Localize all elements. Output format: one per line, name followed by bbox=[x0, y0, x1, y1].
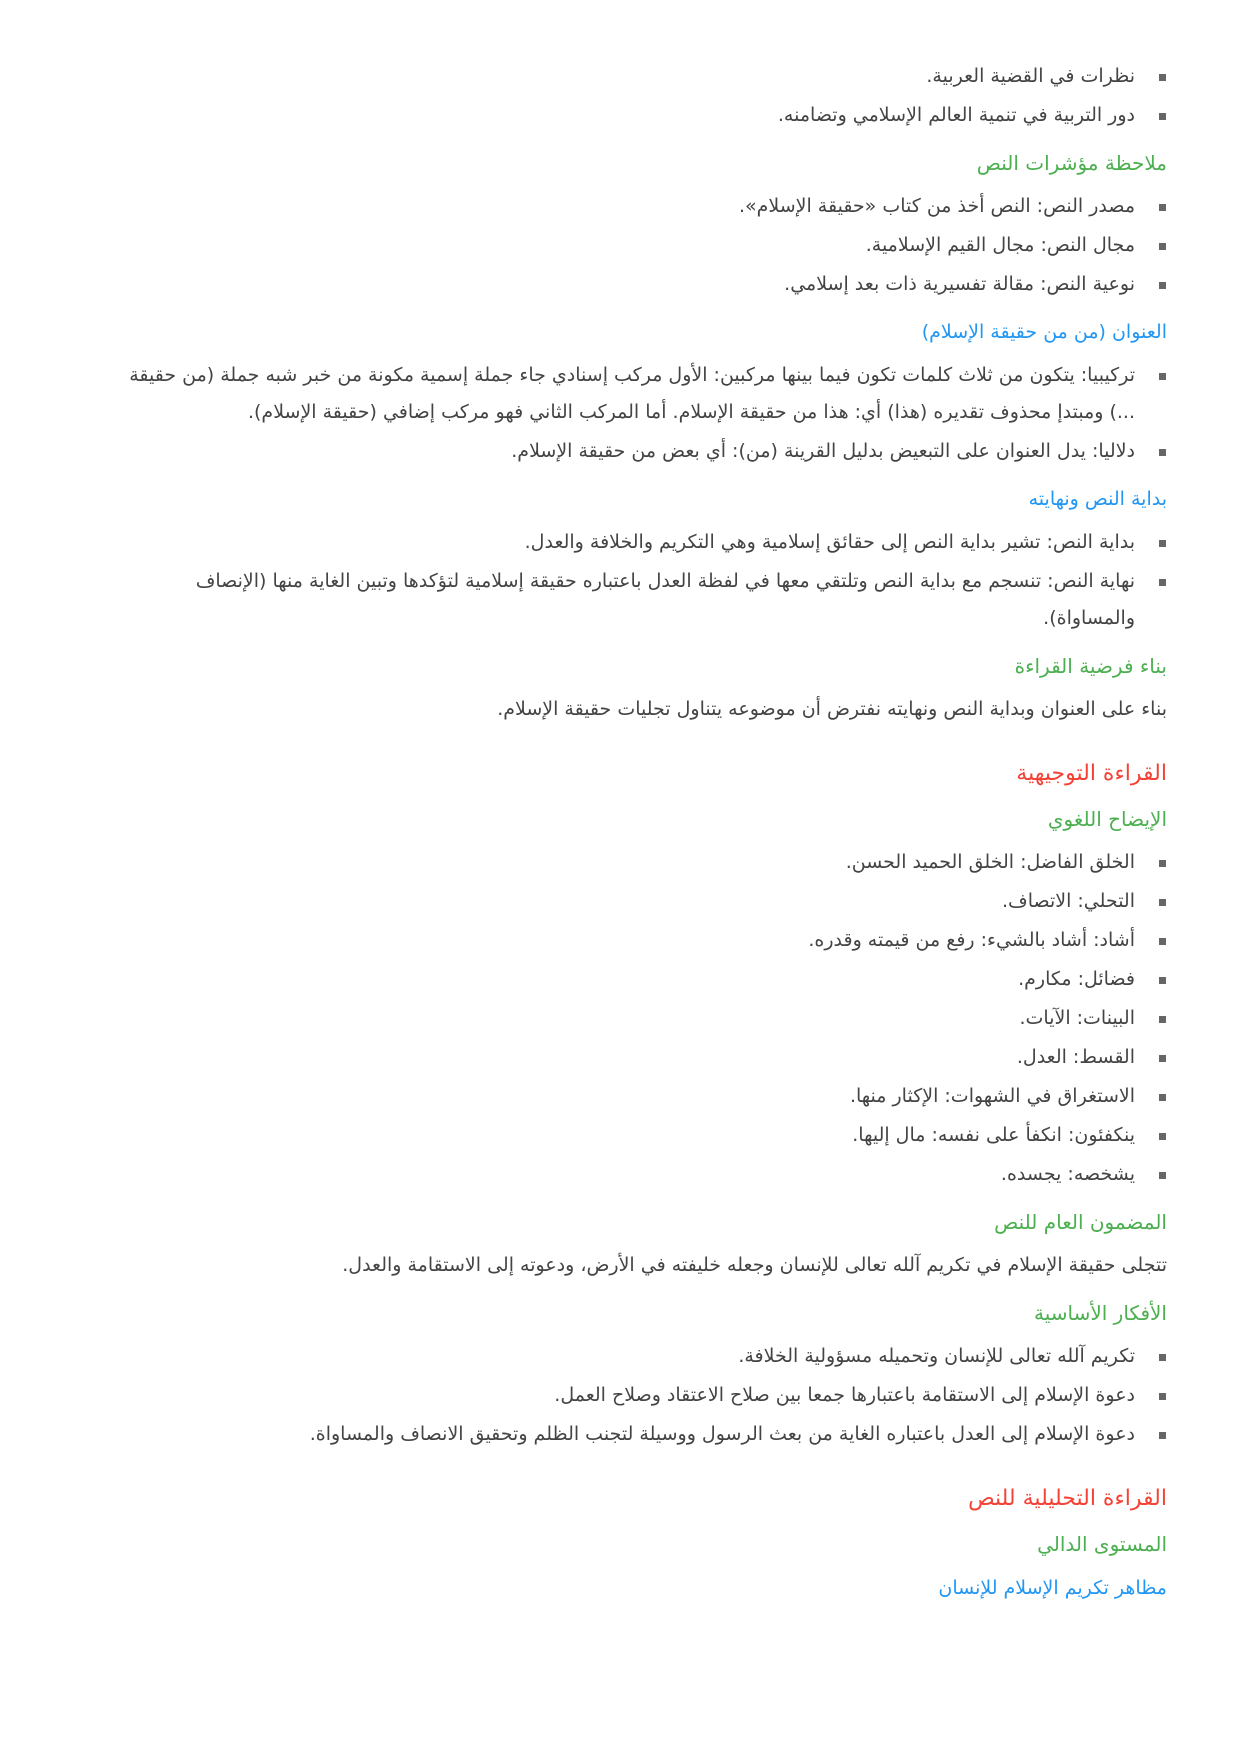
list-item: فضائل: مكارم. bbox=[115, 961, 1167, 998]
vocabulary-list bbox=[115, 844, 1167, 1193]
list-item: نوعية النص: مقالة تفسيرية ذات بعد إسلامي. bbox=[115, 266, 1167, 303]
list-item: ينكفئون: انكفأ على نفسه: مال إليها. bbox=[115, 1117, 1167, 1154]
start-end-list bbox=[115, 524, 1167, 637]
subheading-start-end: بداية النص ونهايته bbox=[1028, 488, 1167, 510]
list-item: تكريم آلله تعالى للإنسان وتحميله مسؤولية الخلافة. bbox=[115, 1338, 1167, 1375]
list-item: مصدر النص: النص أخذ من كتاب «حقيقة الإسلام». bbox=[115, 188, 1167, 225]
heading-analytical-reading: القراءة التحليلية للنص bbox=[968, 1486, 1167, 1511]
list-item: نظرات في القضية العربية. bbox=[115, 58, 1167, 95]
section-heading-text-indicators: ملاحظة مؤشرات النص bbox=[976, 151, 1167, 175]
list-item: الاستغراق في الشهوات: الإكثار منها. bbox=[115, 1078, 1167, 1115]
section-heading-vocabulary: الإيضاح اللغوي bbox=[1047, 807, 1167, 831]
section-heading-semantic-level: المستوى الدالي bbox=[1037, 1532, 1167, 1556]
general-content-paragraph: تتجلى حقيقة الإسلام في تكريم آلله تعالى للإنسان وجعله خليفته في الأرض، ودعوته إلى الاستقامة والعدل. bbox=[342, 1254, 1167, 1276]
hypothesis-paragraph: بناء على العنوان وبداية النص ونهايته نفترض أن موضوعه يتناول تجليات حقيقة الإسلام. bbox=[497, 698, 1167, 720]
text-indicators-list bbox=[115, 188, 1167, 303]
list-item: دلاليا: يدل العنوان على التبعيض بدليل القرينة (من): أي بعض من حقيقة الإسلام. bbox=[115, 433, 1167, 470]
list-item: نهاية النص: تنسجم مع بداية النص وتلتقي معها في لفظة العدل باعتباره حقيقة إسلامية لتؤكدها وتبين الغاية منها (الإنصاف والمساواة). bbox=[115, 563, 1167, 637]
title-analysis-list bbox=[115, 357, 1167, 470]
list-item: دعوة الإسلام إلى العدل باعتباره الغاية من بعث الرسول ووسيلة لتجنب الظلم وتحقيق الانصاف والمساواة. bbox=[115, 1416, 1167, 1453]
list-item: التحلي: الاتصاف. bbox=[115, 883, 1167, 920]
list-item: مجال النص: مجال القيم الإسلامية. bbox=[115, 227, 1167, 264]
section-heading-hypothesis: بناء فرضية القراءة bbox=[1014, 654, 1167, 678]
list-item: تركيبيا: يتكون من ثلاث كلمات تكون فيما بينها مركبين: الأول مركب إسنادي جاء جملة إسمية مكونة من خبر شبه جملة (من حقيقة ...) ومبتدإ محذوف تقديره (هذا) أي: هذا من حقيقة الإسلام. أما المركب الثاني فهو مركب إضافي (حقيقة الإسلام). bbox=[115, 357, 1167, 431]
main-ideas-list bbox=[115, 1338, 1167, 1453]
list-item: دور التربية في تنمية العالم الإسلامي وتضامنه. bbox=[115, 97, 1167, 134]
list-item: بداية النص: تشير بداية النص إلى حقائق إسلامية وهي التكريم والخلافة والعدل. bbox=[115, 524, 1167, 561]
section-heading-main-ideas: الأفكار الأساسية bbox=[1033, 1301, 1167, 1325]
list-item: الخلق الفاضل: الخلق الحميد الحسن. bbox=[115, 844, 1167, 881]
subheading-title-analysis: العنوان (من من حقيقة الإسلام) bbox=[921, 321, 1167, 343]
list-item: القسط: العدل. bbox=[115, 1039, 1167, 1076]
subheading-honoring-humans: مظاهر تكريم الإسلام للإنسان bbox=[938, 1577, 1167, 1599]
list-item: البينات: الآيات. bbox=[115, 1000, 1167, 1037]
intro-list bbox=[115, 58, 1167, 134]
list-item: يشخصه: يجسده. bbox=[115, 1156, 1167, 1193]
list-item: دعوة الإسلام إلى الاستقامة باعتبارها جمعا بين صلاح الاعتقاد وصلاح العمل. bbox=[115, 1377, 1167, 1414]
list-item: أشاد: أشاد بالشيء: رفع من قيمته وقدره. bbox=[115, 922, 1167, 959]
heading-guided-reading: القراءة التوجيهية bbox=[1016, 761, 1167, 786]
section-heading-general-content: المضمون العام للنص bbox=[994, 1210, 1167, 1234]
